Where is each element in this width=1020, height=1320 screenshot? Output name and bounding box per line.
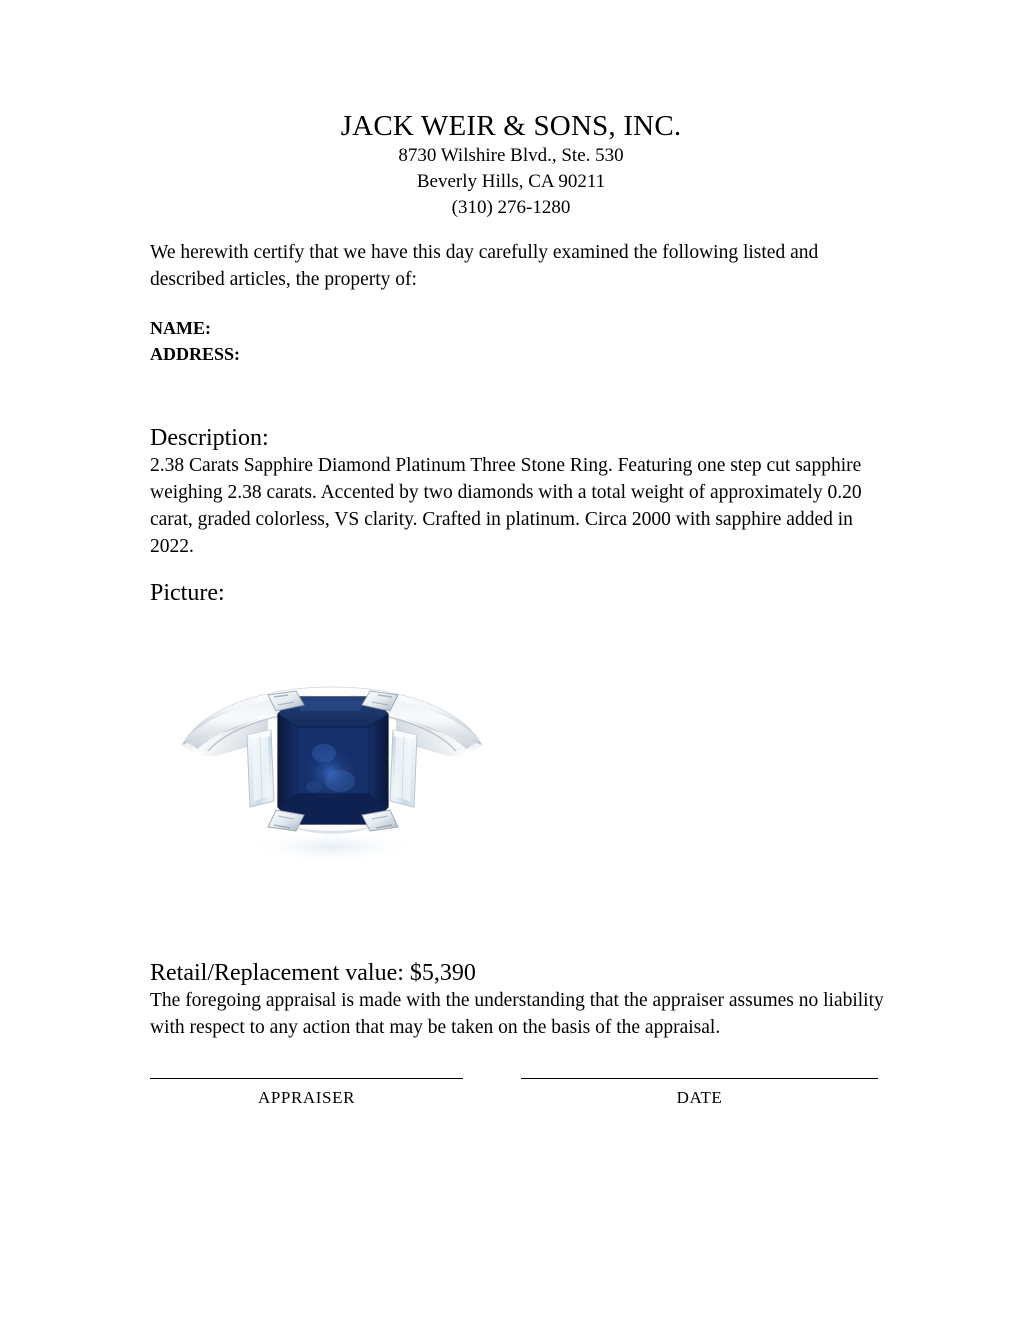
company-city-state-zip: Beverly Hills, CA 90211	[416, 170, 606, 192]
party-fields	[150, 316, 240, 367]
appraiser-signature-field[interactable]	[150, 1078, 463, 1108]
company-phone: (310) 276-1280	[451, 196, 571, 218]
ring-surface-reflection	[244, 830, 420, 864]
ring-image-svg	[164, 641, 500, 893]
appraisal-disclaimer: The foregoing appraisal is made with the understanding that the appraiser assumes no liability with respect to any action that may be taken on the basis of the appraisal.	[150, 990, 884, 1039]
company-name: JACK WEIR & SONS, INC.	[340, 110, 682, 142]
page-content	[41, 41, 981, 1283]
description-heading: Description:	[150, 425, 269, 451]
picture-heading: Picture:	[150, 580, 225, 606]
center-sapphire	[278, 697, 388, 824]
appraiser-signature-line	[150, 1078, 463, 1079]
right-baguette-diamond	[390, 730, 417, 807]
appraiser-caption: APPRAISER	[257, 1088, 356, 1107]
company-street-address: 8730 Wilshire Blvd., Ste. 530	[398, 144, 624, 166]
description-section	[150, 424, 862, 561]
left-baguette-diamond	[247, 730, 274, 807]
retail-replacement-value: Retail/Replacement value: $5,390	[150, 960, 476, 986]
date-signature-field[interactable]	[521, 1078, 878, 1108]
address-label: ADDRESS:	[150, 343, 241, 364]
name-label: NAME:	[150, 318, 211, 338]
certification-statement: We herewith certify that we have this day carefully examined the following listed and described articles, the property of:	[150, 242, 819, 290]
date-caption: DATE	[676, 1088, 723, 1107]
date-signature-line	[521, 1078, 878, 1079]
description-text: 2.38 Carats Sapphire Diamond Platinum Three Stone Ring. Featuring one step cut sapphire weighing 2.38 carats. Accented by two diamonds with a total weight of approximately 0.20 carat, graded colorless, VS clarity. Crafted in platinum. Circa 2000 with sapphire added in 2022.	[150, 455, 862, 558]
sapphire-crown-left	[278, 714, 297, 807]
picture-area	[150, 616, 885, 946]
valuation-section	[150, 959, 890, 1042]
ring-photograph	[164, 641, 500, 893]
signature-row	[150, 1078, 890, 1138]
sapphire-crown-right	[369, 714, 388, 807]
page-border-frame	[41, 41, 981, 1283]
letterhead	[41, 111, 981, 220]
